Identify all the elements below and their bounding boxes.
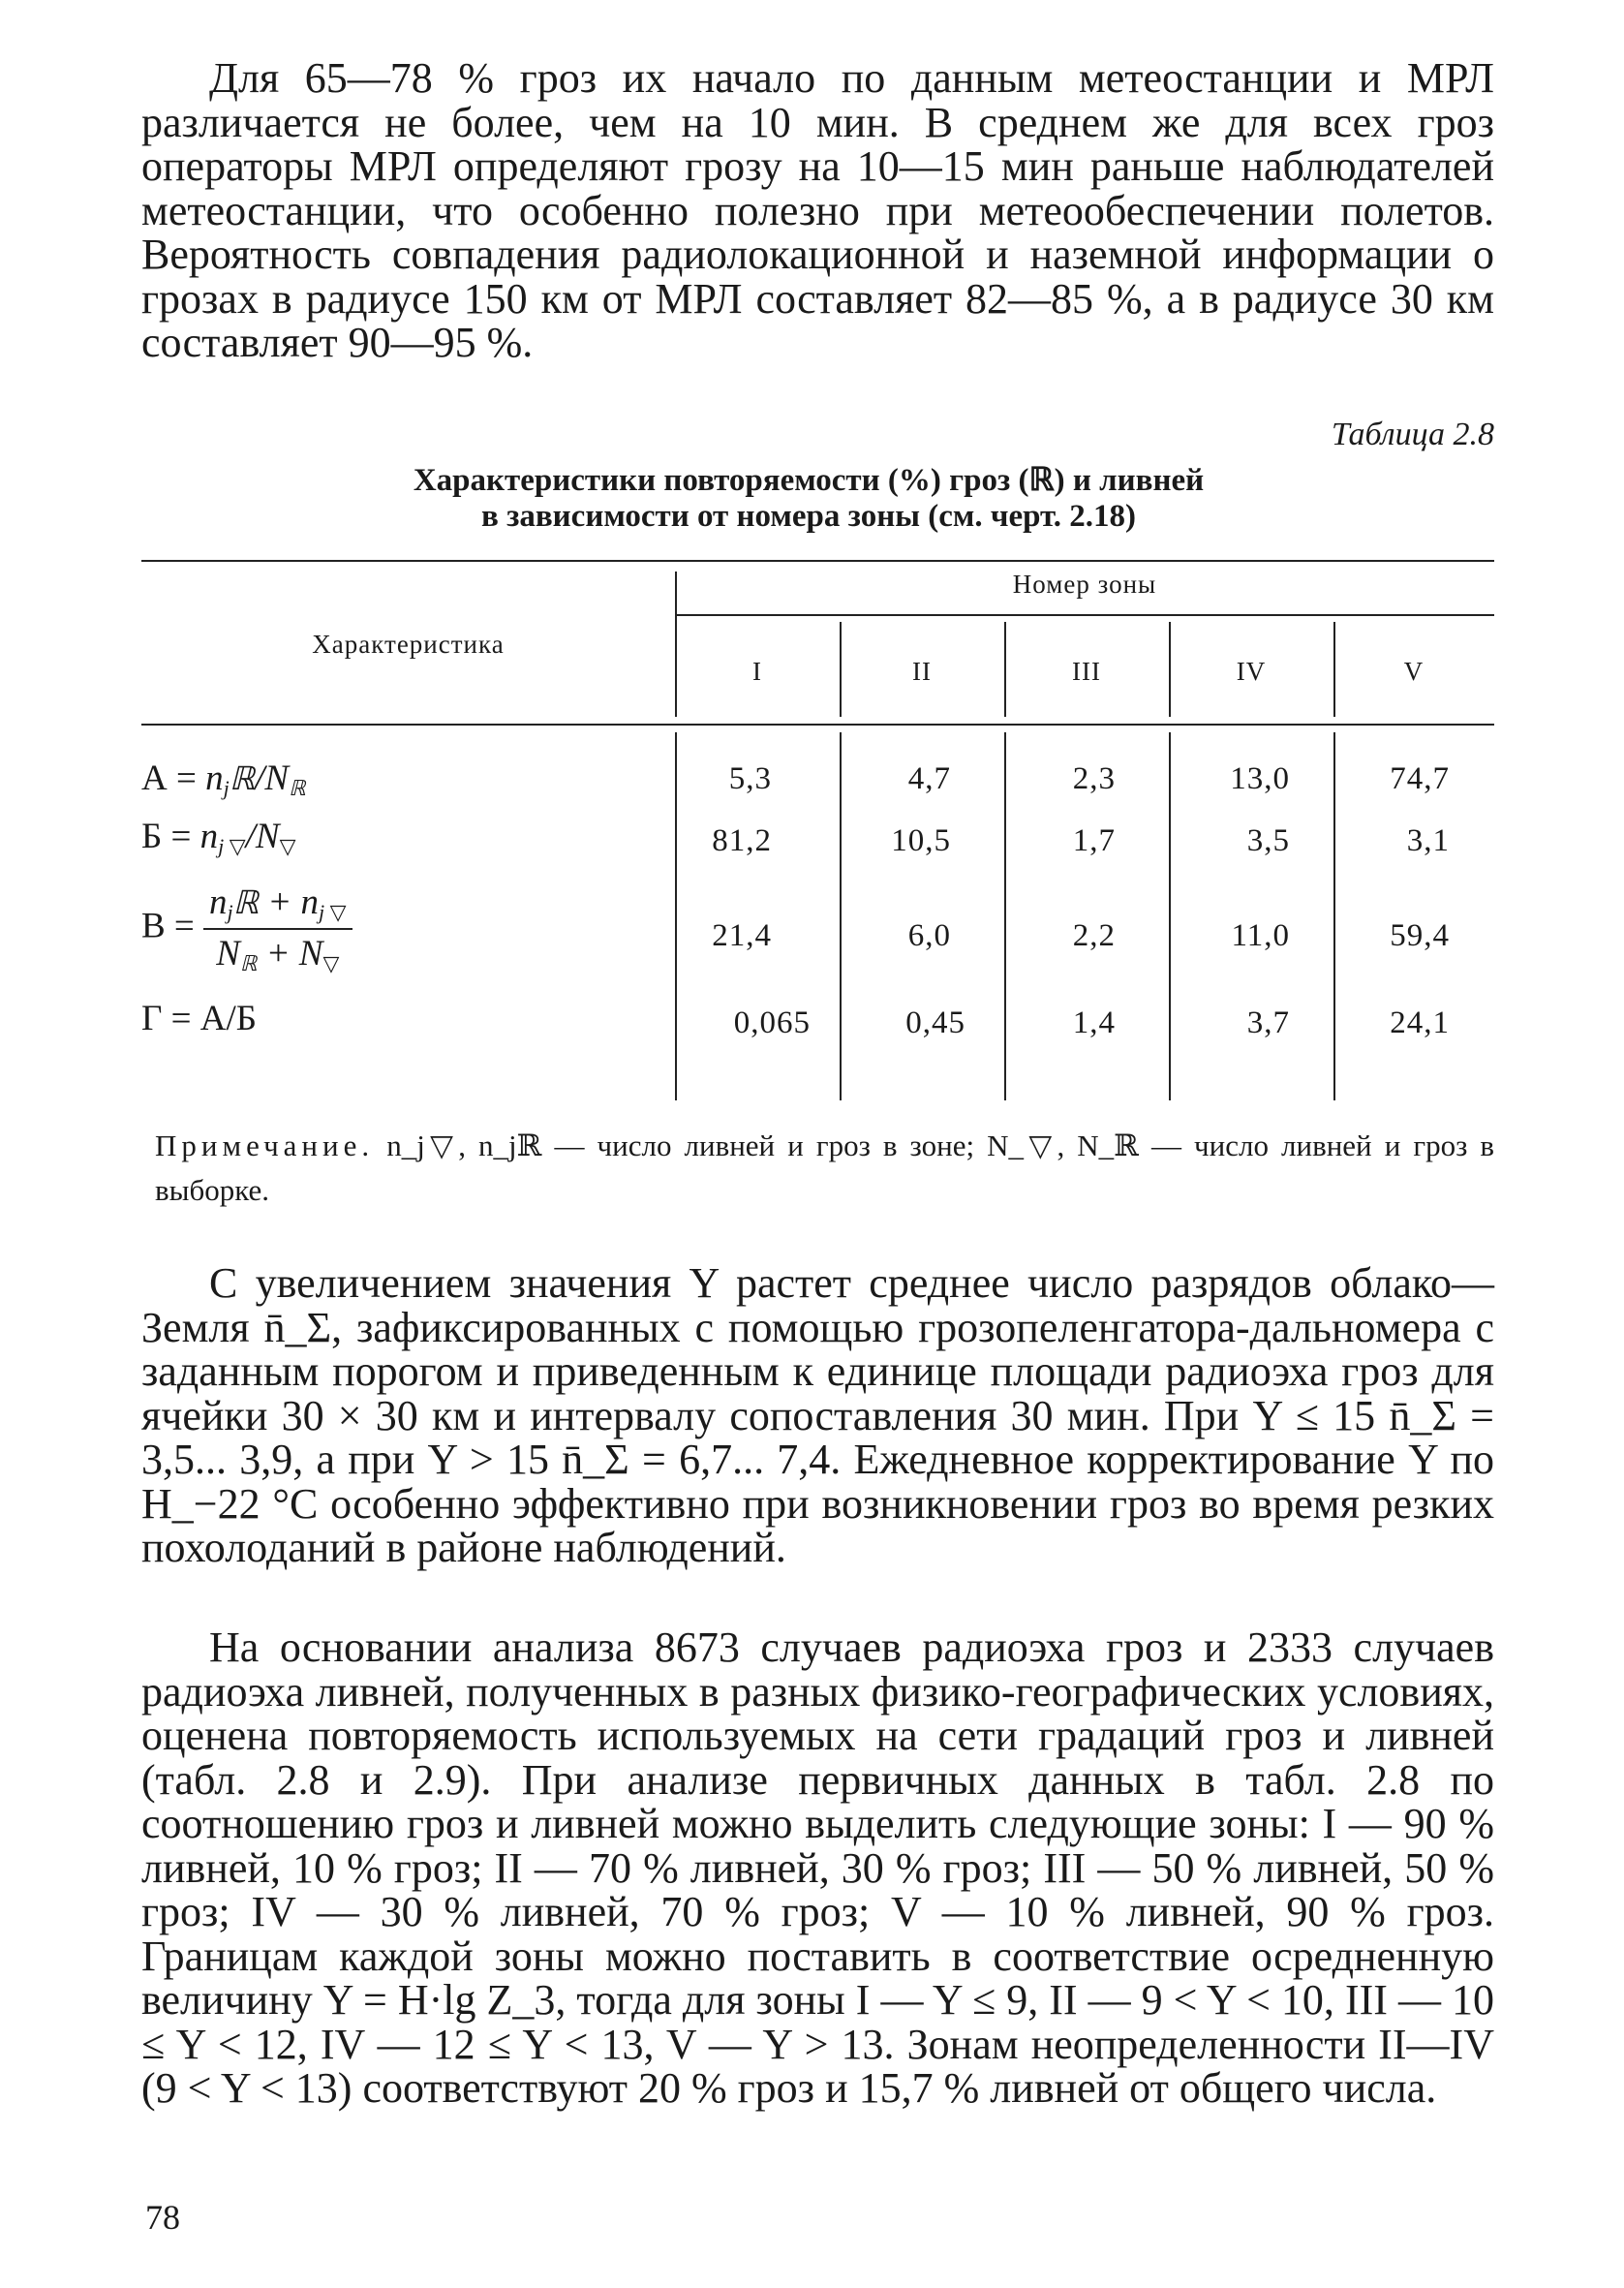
note-text: n_j▽, n_jℝ — число ливней и гроз в зоне; N_▽, N_ℝ — число ливней и гроз в выборке. [155, 1129, 1495, 1207]
table-group-header: Номер зоны [1012, 570, 1157, 599]
table-cell: 0,065 [733, 1005, 811, 1040]
column-header-2: II [912, 657, 932, 686]
table-cell: 81,2 [712, 823, 772, 858]
page-number: 78 [145, 2198, 180, 2237]
table-cell: 1,7 [1072, 823, 1116, 858]
column-header-4: IV [1236, 657, 1267, 686]
table-cell: 3,5 [1246, 823, 1290, 858]
row-label-g: Г = А/Б [141, 999, 258, 1038]
table-cell: 21,4 [712, 918, 772, 953]
row-label-a: $А = n_jℝ/N_ℝ$ [141, 758, 306, 800]
row-label-v: В = $\frac{n_jℝ + n_{j ▽}}{N_ℝ + N_▽}$ [141, 881, 352, 976]
table-cell: 4,7 [907, 761, 951, 796]
paragraph-1: Для 65—78 % гроз их начало по данным метеостанции и МРЛ различается не более, чем на 10 мин. В среднем же для всех гроз операторы МРЛ определяют грозу на 10—15 мин раньше наблюдателей метеостанции, что особенно полезно при метеообеспечении полетов. Вероятность совпадения радиолокационной и наземной информации о грозах в радиусе 150 км от МРЛ составляет 82—85 %, а в радиусе 30 км составляет 90—95 %. [141, 54, 1494, 366]
paragraph-2: С увеличением значения Y растет среднее число разрядов облако—Земля n̄_Σ, зафиксированных с помощью грозопеленгатора-дальномера с заданным порогом и приведенным к единице площади радиоэха гроз для ячейки 30 × 30 км и интервалу сопоставления 30 мин. При Y ≤ 15 n̄_Σ = 3,5... 3,9, а при Y > 15 n̄_Σ = 6,7... 7,4. Ежедневное корректирование Y по H_−22 °C особенно эффективно при возникновении гроз во время резких похолоданий в районе наблюдений. [141, 1259, 1494, 1571]
table-title-line-2: в зависимости от номера зоны (см. черт. 2.18) [481, 499, 1136, 534]
table-cell: 59,4 [1390, 918, 1450, 953]
table-cell: 3,7 [1246, 1005, 1290, 1040]
table-cell: 10,5 [891, 823, 951, 858]
column-header-5: V [1403, 657, 1425, 686]
table-header-bottom-rule [141, 724, 1494, 726]
table-title [194, 463, 1424, 535]
table-note [155, 1124, 1494, 1213]
table-cell: 13,0 [1230, 761, 1290, 796]
row-label-b: $Б = n_{j ▽}/N_▽$ [141, 817, 296, 858]
table-top-rule [141, 560, 1494, 562]
table-cell: 24,1 [1390, 1005, 1450, 1040]
table-cell: 0,45 [905, 1005, 965, 1040]
paragraph-3: На основании анализа 8673 случаев радиоэха гроз и 2333 случаев радиоэха ливней, полученных в разных физико-географических условиях, оценена повторяемость используемых на сети градаций гроз и ливней (табл. 2.8 и 2.9). При анализе первичных данных в табл. 2.8 по соотношению гроз и ливней можно выделить следующие зоны: I — 90 % ливней, 10 % гроз; II — 70 % ливней, 30 % гроз; III — 50 % ливней, 50 % гроз; IV — 30 % ливней, 70 % гроз; V — 10 % ливней, 90 % гроз. Границам каждой зоны можно поставить в соответствие осредненную величину Y = H·lg Z_3, тогда для зоны I — Y ≤ 9, II — 9 < Y < 10, III — 10 ≤ Y < 12, IV — 12 ≤ Y < 13, V — Y > 13. Зонам неопределенности II—IV (9 < Y < 13) соответствуют 20 % гроз и 15,7 % ливней от общего числа. [141, 1623, 1494, 2112]
table-cell: 1,4 [1072, 1005, 1116, 1040]
column-header-1: I [752, 657, 762, 686]
table-row-header: Характеристика [312, 630, 505, 659]
table-title-line-1: Характеристики повторяемости (%) гроз (ℝ) и ливней [413, 463, 1205, 498]
table-cell: 11,0 [1231, 918, 1290, 953]
table-cell: 3,1 [1406, 823, 1450, 858]
table-cell: 74,7 [1390, 761, 1450, 796]
table-group-rule [675, 614, 1494, 616]
table-cell: 5,3 [728, 761, 772, 796]
table-cell: 2,2 [1072, 918, 1116, 953]
table-label: Таблица 2.8 [1331, 417, 1494, 452]
table-cell: 6,0 [907, 918, 951, 953]
table-cell: 2,3 [1072, 761, 1116, 796]
note-label: Примечание. [155, 1129, 375, 1162]
column-header-3: III [1072, 657, 1101, 686]
